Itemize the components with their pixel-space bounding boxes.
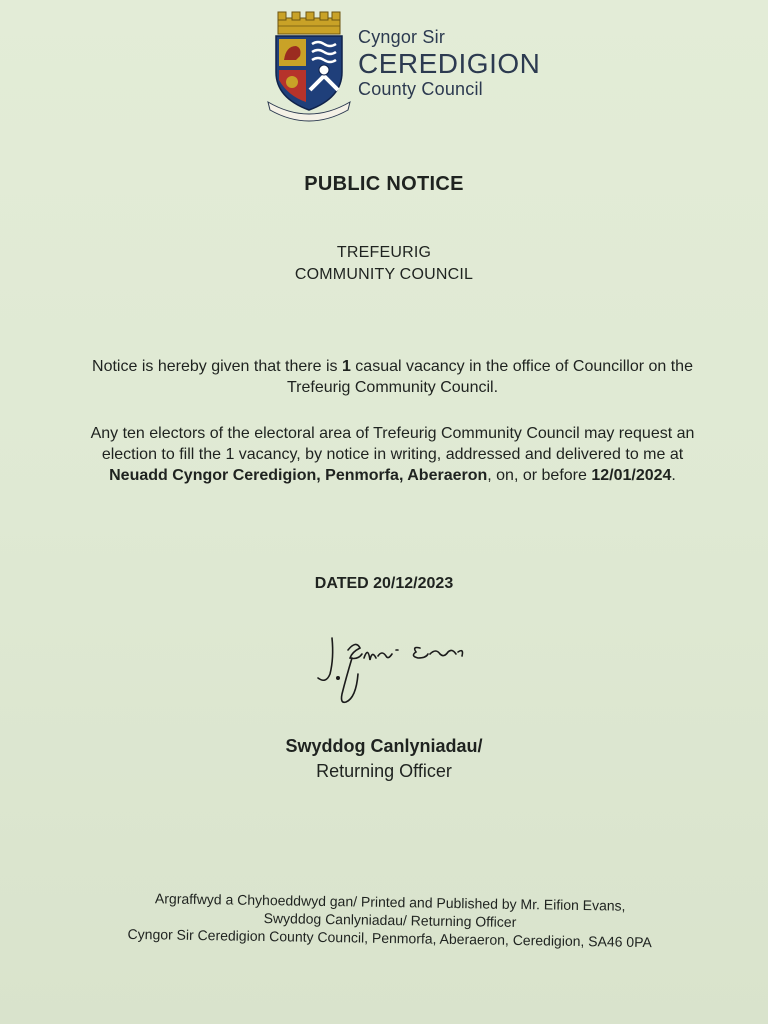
- council-name-line3: County Council: [358, 79, 483, 99]
- council-name-line2: CEREDIGION: [358, 48, 541, 79]
- council-name-line1: Cyngor Sir: [358, 27, 446, 47]
- footer-line2: Swyddog Canlyniadau/ Returning Officer: [263, 910, 517, 930]
- election-request-paragraph: [90, 423, 695, 486]
- vacancy-count: 1: [341, 358, 351, 375]
- council-name: [358, 28, 540, 98]
- election-text-end: .: [671, 467, 676, 484]
- council-logo: [266, 10, 541, 122]
- election-text-start: Any ten electors of the electoral area of Trefeurig Community Council may request an election to fill the 1 vacancy, by notice in writing, addressed and delivered to me at: [90, 425, 695, 463]
- officer-title-welsh: Swyddog Canlyniadau/: [285, 736, 483, 756]
- election-text-middle: , on, or before: [487, 467, 592, 484]
- community-council-name: [0, 242, 768, 286]
- footer-line1: Argraffwyd a Chyhoeddwyd gan/ Printed and Published by Mr. Eifion Evans,: [154, 890, 626, 914]
- deadline-date: 12/01/2024: [591, 467, 672, 484]
- vacancy-text-end: casual vacancy in the office of Councillor on the Trefeurig Community Council.: [286, 358, 693, 396]
- dated-line: DATED 20/12/2023: [314, 575, 454, 592]
- notice-title: PUBLIC NOTICE: [304, 173, 464, 195]
- delivery-address: Neuadd Cyngor Ceredigion, Penmorfa, Aberaeron: [109, 467, 488, 484]
- community-council-line1: TREFEURIG: [336, 244, 432, 261]
- crest-icon: [266, 10, 352, 122]
- footer-line3: Cyngor Sir Ceredigion County Council, Penmorfa, Aberaeron, Ceredigion, SA46 0PA: [127, 925, 652, 951]
- community-council-line2: COMMUNITY COUNCIL: [294, 266, 474, 283]
- publisher-footer: [70, 888, 711, 952]
- returning-officer: [0, 734, 768, 784]
- vacancy-text-start: Notice is hereby given that there is: [92, 358, 342, 375]
- vacancy-paragraph: [90, 356, 695, 398]
- signature-image: [312, 628, 482, 708]
- officer-title-english: Returning Officer: [316, 761, 452, 781]
